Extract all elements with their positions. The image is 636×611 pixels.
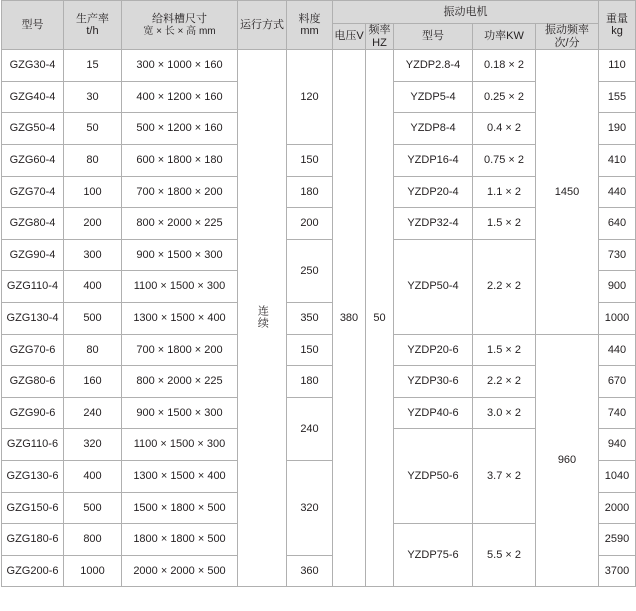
cell-model: GZG110-6 <box>2 429 64 461</box>
cell-weight: 440 <box>599 176 636 208</box>
cell-model: GZG200-6 <box>2 555 64 587</box>
cell-feeder-size: 2000 × 2000 × 500 <box>122 555 238 587</box>
cell-feeder-size: 900 × 1500 × 300 <box>122 397 238 429</box>
header-capacity-line1: 生产率 <box>76 12 109 25</box>
cell-weight: 3700 <box>599 555 636 587</box>
cell-motor-model: YZDP50-4 <box>394 239 473 334</box>
cell-granularity: 320 <box>287 461 333 556</box>
cell-granularity: 240 <box>287 397 333 460</box>
cell-weight: 440 <box>599 334 636 366</box>
cell-power: 1.1 × 2 <box>473 176 536 208</box>
header-vib-frequency-line2: 次/分 <box>554 36 580 49</box>
cell-model: GZG180-6 <box>2 524 64 556</box>
cell-model: GZG70-4 <box>2 176 64 208</box>
cell-model: GZG130-4 <box>2 303 64 335</box>
cell-frequency: 50 <box>366 50 394 587</box>
header-voltage: 电压V <box>333 24 366 50</box>
cell-vib-frequency: 1450 <box>536 50 599 334</box>
cell-capacity: 300 <box>64 239 122 271</box>
cell-motor-model: YZDP32-4 <box>394 208 473 240</box>
cell-model: GZG40-4 <box>2 81 64 113</box>
header-weight-line2: kg <box>611 25 623 38</box>
vibrating-feeder-spec-table <box>1 0 636 587</box>
cell-motor-model: YZDP2.8-4 <box>394 50 473 82</box>
cell-motor-model: YZDP20-6 <box>394 334 473 366</box>
header-frequency <box>366 24 394 50</box>
cell-voltage: 380 <box>333 50 366 587</box>
cell-capacity: 50 <box>64 113 122 145</box>
cell-weight: 110 <box>599 50 636 82</box>
header-frequency-line1: 频率 <box>368 24 391 36</box>
cell-motor-model: YZDP40-6 <box>394 397 473 429</box>
cell-capacity: 500 <box>64 492 122 524</box>
header-granularity-line1: 料度 <box>298 12 321 25</box>
cell-motor-model: YZDP50-6 <box>394 429 473 524</box>
cell-granularity: 360 <box>287 555 333 587</box>
cell-power: 5.5 × 2 <box>473 524 536 587</box>
cell-power: 2.2 × 2 <box>473 366 536 398</box>
cell-vib-frequency: 960 <box>536 334 599 587</box>
cell-feeder-size: 1500 × 1800 × 500 <box>122 492 238 524</box>
cell-model: GZG50-4 <box>2 113 64 145</box>
cell-power: 1.5 × 2 <box>473 334 536 366</box>
header-model: 型号 <box>2 1 64 50</box>
cell-model: GZG110-4 <box>2 271 64 303</box>
header-motor-group: 振动电机 <box>333 1 599 24</box>
header-granularity-line2: mm <box>300 25 319 38</box>
cell-motor-model: YZDP16-4 <box>394 145 473 177</box>
cell-capacity: 100 <box>64 176 122 208</box>
cell-model: GZG80-6 <box>2 366 64 398</box>
cell-feeder-size: 300 × 1000 × 160 <box>122 50 238 82</box>
cell-capacity: 320 <box>64 429 122 461</box>
cell-capacity: 400 <box>64 461 122 493</box>
cell-weight: 155 <box>599 81 636 113</box>
header-row-1 <box>2 1 636 24</box>
cell-power: 0.18 × 2 <box>473 50 536 82</box>
cell-feeder-size: 400 × 1200 × 160 <box>122 81 238 113</box>
cell-power: 1.5 × 2 <box>473 208 536 240</box>
cell-capacity: 200 <box>64 208 122 240</box>
cell-power: 2.2 × 2 <box>473 239 536 334</box>
cell-feeder-size: 1100 × 1500 × 300 <box>122 271 238 303</box>
cell-capacity: 80 <box>64 334 122 366</box>
cell-feeder-size: 500 × 1200 × 160 <box>122 113 238 145</box>
cell-feeder-size: 800 × 2000 × 225 <box>122 208 238 240</box>
cell-granularity: 150 <box>287 334 333 366</box>
header-runmode: 运行方式 <box>238 1 287 50</box>
cell-model: GZG90-4 <box>2 239 64 271</box>
cell-feeder-size: 600 × 1800 × 180 <box>122 145 238 177</box>
cell-capacity: 15 <box>64 50 122 82</box>
header-vib-frequency <box>536 24 599 50</box>
cell-weight: 1000 <box>599 303 636 335</box>
header-granularity <box>287 1 333 50</box>
cell-power: 3.0 × 2 <box>473 397 536 429</box>
cell-power: 0.25 × 2 <box>473 81 536 113</box>
cell-capacity: 240 <box>64 397 122 429</box>
cell-feeder-size: 1800 × 1800 × 500 <box>122 524 238 556</box>
cell-weight: 900 <box>599 271 636 303</box>
cell-granularity: 180 <box>287 366 333 398</box>
cell-granularity: 350 <box>287 303 333 335</box>
cell-feeder-size: 700 × 1800 × 200 <box>122 176 238 208</box>
cell-capacity: 500 <box>64 303 122 335</box>
cell-weight: 2590 <box>599 524 636 556</box>
header-motor-model: 型号 <box>394 24 473 50</box>
cell-motor-model: YZDP30-6 <box>394 366 473 398</box>
runmode-text: 连续 <box>256 304 269 329</box>
cell-feeder-size: 800 × 2000 × 225 <box>122 366 238 398</box>
cell-weight: 730 <box>599 239 636 271</box>
cell-model: GZG90-6 <box>2 397 64 429</box>
cell-model: GZG130-6 <box>2 461 64 493</box>
cell-weight: 2000 <box>599 492 636 524</box>
cell-capacity: 1000 <box>64 555 122 587</box>
cell-power: 0.75 × 2 <box>473 145 536 177</box>
cell-power: 0.4 × 2 <box>473 113 536 145</box>
header-vib-frequency-line1: 振动频率 <box>545 24 589 36</box>
header-power: 功率KW <box>473 24 536 50</box>
cell-granularity: 250 <box>287 239 333 302</box>
cell-weight: 1040 <box>599 461 636 493</box>
cell-weight: 640 <box>599 208 636 240</box>
cell-runmode <box>238 50 287 587</box>
cell-feeder-size: 1300 × 1500 × 400 <box>122 303 238 335</box>
cell-granularity: 180 <box>287 176 333 208</box>
cell-capacity: 800 <box>64 524 122 556</box>
cell-granularity: 150 <box>287 145 333 177</box>
cell-capacity: 30 <box>64 81 122 113</box>
cell-granularity: 200 <box>287 208 333 240</box>
cell-model: GZG80-4 <box>2 208 64 240</box>
header-feeder-size <box>122 1 238 50</box>
cell-motor-model: YZDP75-6 <box>394 524 473 587</box>
cell-motor-model: YZDP20-4 <box>394 176 473 208</box>
cell-model: GZG60-4 <box>2 145 64 177</box>
header-capacity <box>64 1 122 50</box>
cell-power: 3.7 × 2 <box>473 429 536 524</box>
cell-feeder-size: 700 × 1800 × 200 <box>122 334 238 366</box>
table-body <box>2 50 636 587</box>
header-feeder-line1: 给料槽尺寸 <box>152 13 207 26</box>
cell-capacity: 400 <box>64 271 122 303</box>
cell-motor-model: YZDP8-4 <box>394 113 473 145</box>
cell-feeder-size: 900 × 1500 × 300 <box>122 239 238 271</box>
table-row <box>2 334 636 366</box>
cell-feeder-size: 1300 × 1500 × 400 <box>122 461 238 493</box>
cell-weight: 670 <box>599 366 636 398</box>
table-header <box>2 1 636 50</box>
header-capacity-line2: t/h <box>86 25 99 38</box>
cell-weight: 940 <box>599 429 636 461</box>
header-feeder-line2: 宽 × 长 × 高 mm <box>143 25 216 37</box>
header-weight <box>599 1 636 50</box>
header-weight-line1: 重量 <box>606 12 628 25</box>
cell-model: GZG30-4 <box>2 50 64 82</box>
header-frequency-line2: HZ <box>372 36 387 49</box>
cell-capacity: 80 <box>64 145 122 177</box>
cell-weight: 190 <box>599 113 636 145</box>
cell-capacity: 160 <box>64 366 122 398</box>
cell-feeder-size: 1100 × 1500 × 300 <box>122 429 238 461</box>
table-row <box>2 50 636 82</box>
cell-model: GZG150-6 <box>2 492 64 524</box>
cell-weight: 740 <box>599 397 636 429</box>
cell-motor-model: YZDP5-4 <box>394 81 473 113</box>
cell-weight: 410 <box>599 145 636 177</box>
cell-model: GZG70-6 <box>2 334 64 366</box>
cell-granularity: 120 <box>287 50 333 145</box>
